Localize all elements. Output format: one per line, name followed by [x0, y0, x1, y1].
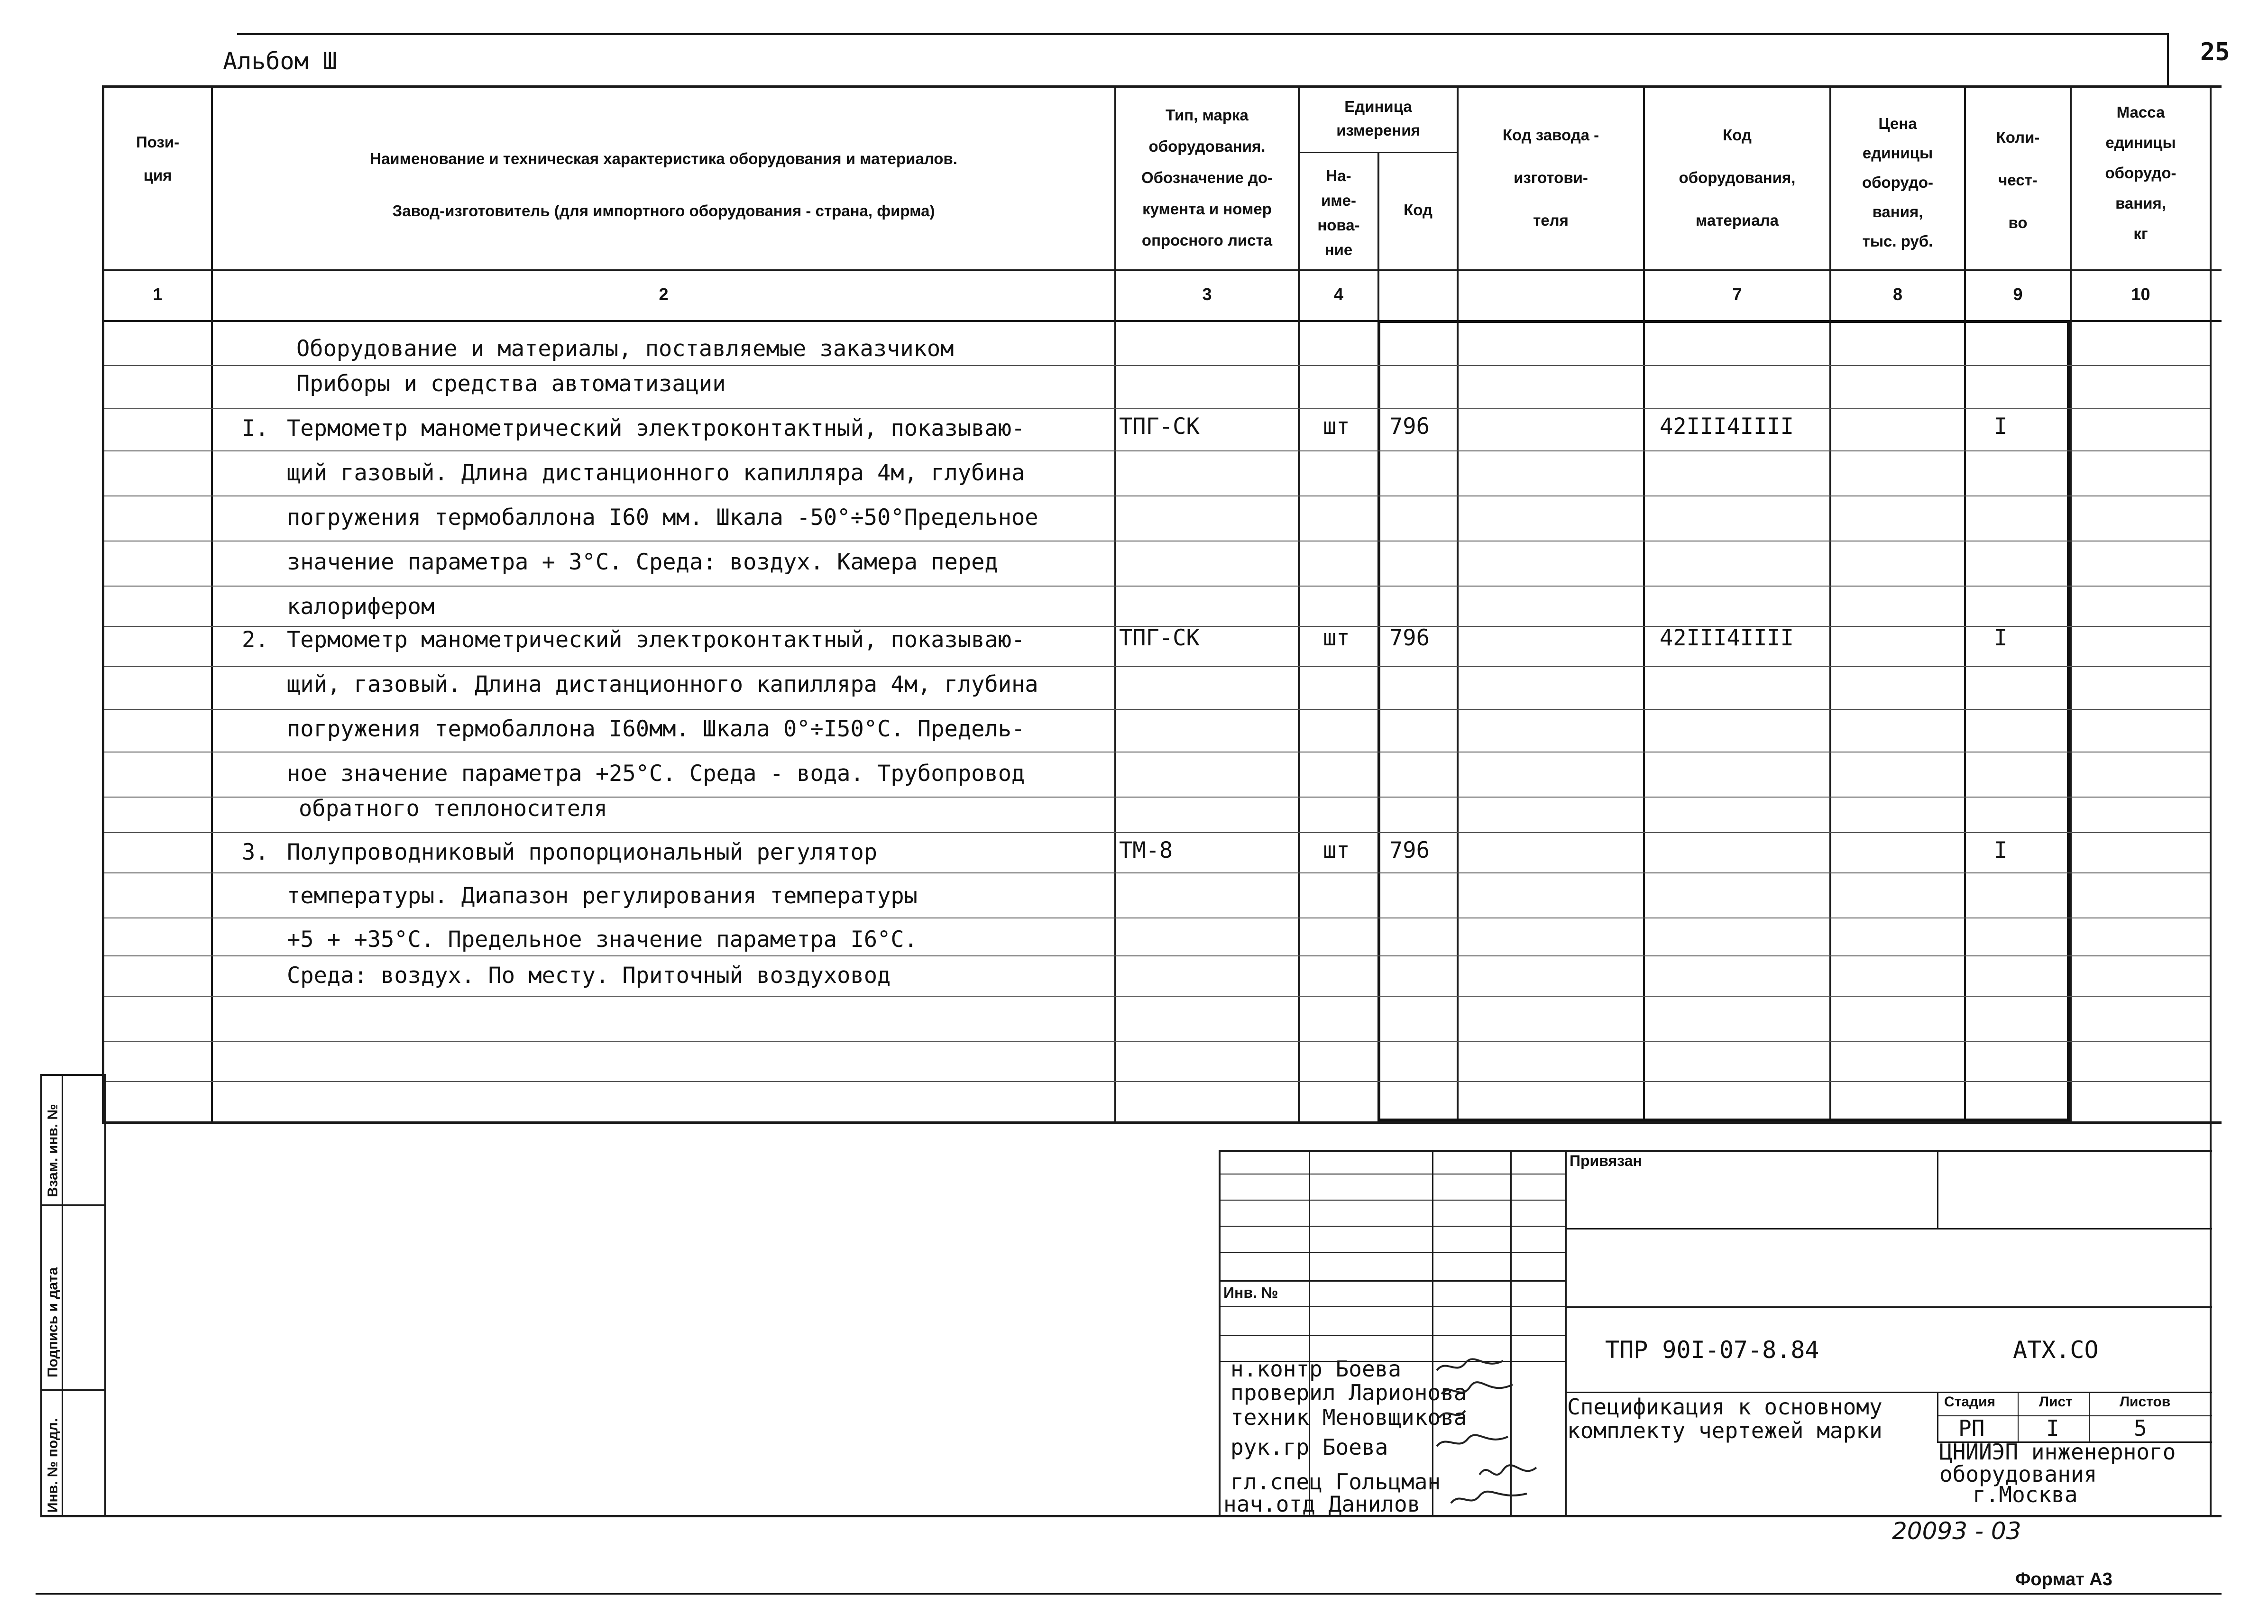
side-stamp-replace-inv: Взам. инв. № — [45, 1104, 61, 1197]
item-type: ТПГ-СК — [1119, 413, 1200, 440]
handwritten-signatures — [1432, 1356, 1551, 1513]
item-line: погружения термобаллона I60 мм. Шкала -50°÷50°Предельное — [287, 505, 1038, 531]
item-line: калорифером — [287, 594, 435, 620]
item-line: обратного теплоносителя — [299, 796, 607, 822]
item-line: щий, газовый. Длина дистанционного капилляра 4м, глубина — [287, 671, 1038, 697]
item-line: погружения термобаллона I60мм. Шкала 0°÷I50°С. Предель- — [287, 716, 1025, 742]
item-unit: шт — [1323, 837, 1350, 863]
inv-number-label: Инв. № — [1223, 1284, 1278, 1301]
item-quantity: I — [1994, 625, 2008, 651]
section-heading: Оборудование и материалы, поставляемые заказчиком — [296, 336, 954, 362]
archive-number: 20093 - 03 — [1892, 1517, 2021, 1545]
side-stamp-signature: Подпись и дата — [45, 1267, 61, 1377]
col-number: 9 — [2013, 284, 2023, 304]
album-label: Альбом Ш — [223, 47, 337, 75]
header-type: Тип, марка оборудования. Обозначение до- кумента и номер опросного листа — [1141, 106, 1273, 249]
item-equipment-code: 42III4IIII — [1660, 413, 1794, 440]
item-line: +5 + +35°С. Предельное значение параметра I6°С. — [287, 927, 918, 953]
item-type: ТМ-8 — [1119, 837, 1173, 863]
header-position: Пози- ция — [136, 133, 180, 184]
header-equipment-code: Код оборудования, материала — [1679, 126, 1796, 229]
document-title: комплекту чертежей марки — [1567, 1418, 1882, 1443]
item-line: Среда: воздух. По месту. Приточный воздуховод — [287, 963, 891, 989]
item-line: Термометр манометрический электроконтактный, показываю- — [287, 627, 1025, 653]
header-unit-code: Код — [1404, 201, 1432, 219]
header-plant-code: Код завода - изготови- теля — [1502, 126, 1599, 229]
sheets-label: Листов — [2120, 1394, 2171, 1410]
col-number: 7 — [1732, 284, 1742, 304]
drawing-mark: АТХ.СО — [2013, 1336, 2099, 1364]
organization-line: оборудования — [1939, 1461, 2097, 1487]
header-mass: Масса единицы оборудо- вания, кг — [2105, 103, 2176, 242]
item-equipment-code: 42III4IIII — [1660, 625, 1794, 651]
col-number: 4 — [1333, 284, 1344, 304]
organization-line: г.Москва — [1973, 1482, 2078, 1507]
signature-row: рук.гр Боева — [1230, 1434, 1388, 1460]
item-unit-code: 796 — [1389, 413, 1430, 440]
header-unit: Единица измерения — [1336, 98, 1420, 139]
item-unit-code: 796 — [1389, 625, 1430, 651]
header-price: Цена единицы оборудо- вания, тыс. руб. — [1862, 115, 1934, 250]
organization-line: ЦНИИЭП инженерного — [1939, 1439, 2176, 1465]
header-name: Наименование и техническая характеристика оборудования и материалов. Завод-изготовитель (для импортного оборудования - страна, фирма) — [370, 150, 957, 220]
item-line: температуры. Диапазон регулирования температуры — [287, 883, 918, 909]
item-unit-code: 796 — [1389, 837, 1430, 863]
item-unit: шт — [1323, 413, 1350, 440]
stage-label: Стадия — [1944, 1394, 1996, 1410]
sheet-label: Лист — [2039, 1394, 2073, 1410]
item-line: Полупроводниковый пропорциональный регулятор — [287, 839, 878, 865]
stage-value: РП — [1958, 1415, 1985, 1441]
signature-row: нач.отд Данилов — [1223, 1491, 1421, 1517]
col-number: 8 — [1892, 284, 1903, 304]
signature-row: гл.спец Гольцман — [1230, 1469, 1441, 1495]
item-type: ТПГ-СК — [1119, 625, 1200, 651]
section-heading: Приборы и средства автоматизации — [296, 371, 726, 397]
privyazan-label: Привязан — [1570, 1152, 1642, 1169]
signature-row: техник Меновщикова — [1230, 1404, 1467, 1430]
sheets-value: 5 — [2134, 1415, 2147, 1441]
col-number: 1 — [153, 284, 163, 304]
item-line: Термометр манометрический электроконтактный, показываю- — [287, 415, 1025, 441]
side-stamp-inv-orig: Инв. № подл. — [45, 1418, 61, 1513]
item-line: ное значение параметра +25°С. Среда - вода. Трубопровод — [287, 761, 1025, 787]
paper-format: Формат А3 — [2015, 1569, 2112, 1589]
col-number: 2 — [659, 284, 669, 304]
col-number: 10 — [2131, 284, 2150, 304]
item-position: 3. — [242, 839, 269, 865]
item-position: 2. — [242, 627, 269, 653]
header-quantity: Коли- чест- во — [1996, 128, 2040, 231]
document-title: Спецификация к основному — [1567, 1394, 1882, 1420]
sheet-value: I — [2046, 1415, 2059, 1441]
header-unit-name: На- име- нова- ние — [1317, 167, 1360, 258]
signature-row: проверил Ларионова — [1230, 1380, 1467, 1405]
page-number: 25 — [2200, 38, 2230, 66]
item-quantity: I — [1994, 837, 2008, 863]
item-quantity: I — [1994, 413, 2008, 440]
signature-row: н.контр Боева — [1230, 1356, 1402, 1382]
document-code: ТПР 90I-07-8.84 — [1605, 1336, 1819, 1364]
item-unit: шт — [1323, 625, 1350, 651]
col-number: 3 — [1202, 284, 1212, 304]
item-position: I. — [242, 415, 269, 441]
item-line: значение параметра + 3°С. Среда: воздух. Камера перед — [287, 549, 998, 575]
item-line: щий газовый. Длина дистанционного капилляра 4м, глубина — [287, 460, 1025, 486]
